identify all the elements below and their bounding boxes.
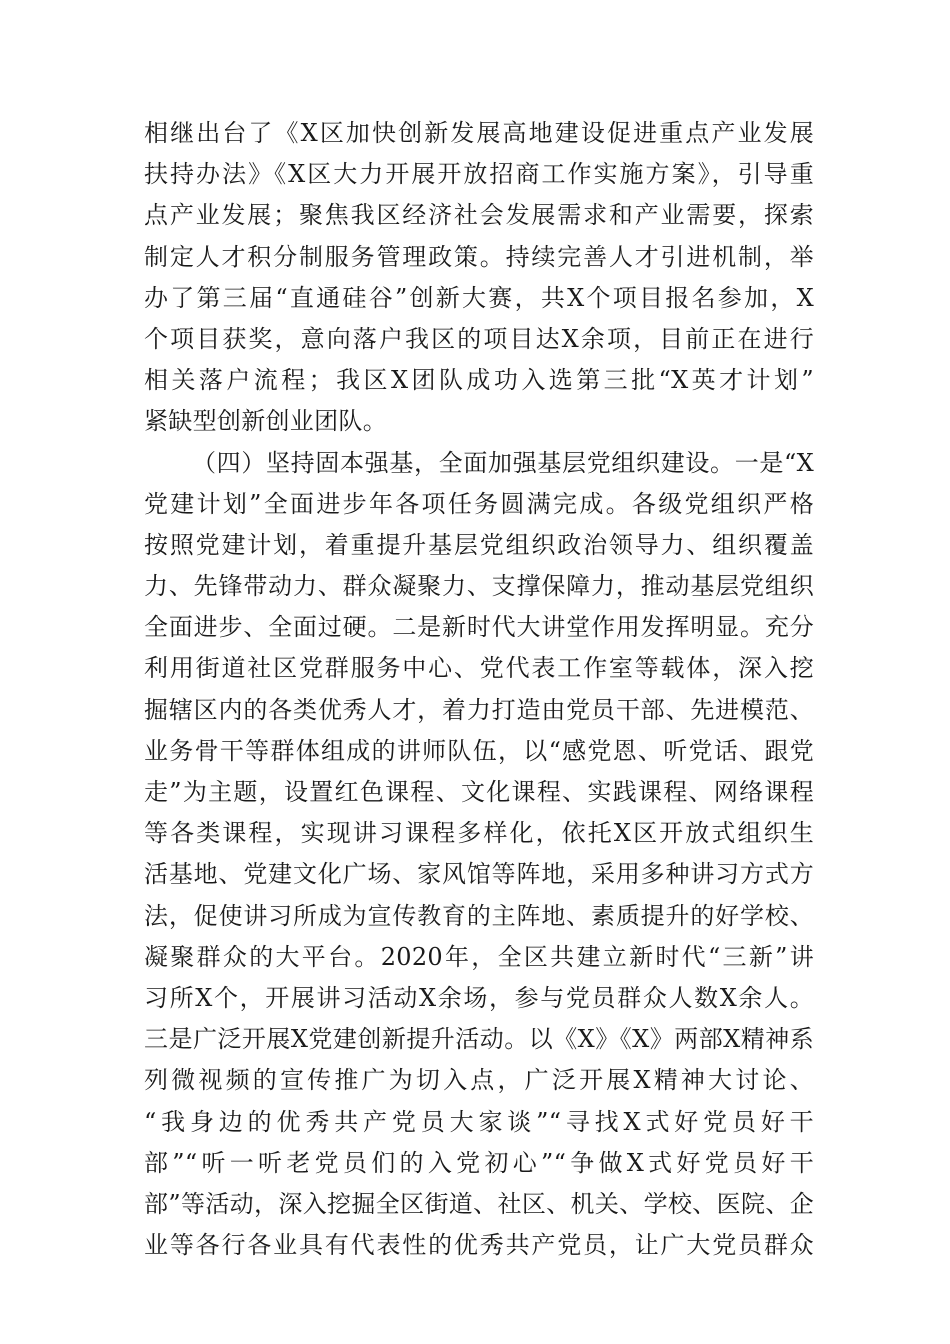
- text-line-16: 业务骨干等群体组成的讲师队伍，以“感党恩、听党话、跟党: [144, 736, 814, 765]
- text-line-24: 列微视频的宣传推广为切入点，广泛开展X精神大讨论、: [144, 1066, 814, 1095]
- text-line-13: 全面进步、全面过硬。二是新时代大讲堂作用发挥明显。充分: [144, 613, 814, 642]
- text-line-14: 利用街道社区党群服务中心、党代表工作室等载体，深入挖: [144, 654, 814, 683]
- text-line-12: 力、先锋带动力、群众凝聚力、支撑保障力，推动基层党组织: [144, 572, 814, 601]
- text-line-2: 扶持办法》《X区大力开展开放招商工作实施方案》，引导重: [144, 160, 814, 189]
- text-line-3: 点产业发展；聚焦我区经济社会发展需求和产业需要，探索: [144, 201, 814, 230]
- text-line-15: 掘辖区内的各类优秀人才，着力打造由党员干部、先进模范、: [144, 695, 814, 724]
- text-line-21: 凝聚群众的大平台。2020年，全区共建立新时代“三新”讲: [144, 942, 814, 971]
- text-line-9: （四）坚持固本强基，全面加强基层党组织建设。一是“X: [192, 448, 814, 477]
- text-line-1: 相继出台了《X区加快创新发展高地建设促进重点产业发展: [144, 119, 814, 147]
- text-line-23: 三是广泛开展X党建创新提升活动。以《X》《X》两部X精神系: [144, 1025, 814, 1054]
- text-line-27: 部”等活动，深入挖掘全区街道、社区、机关、学校、医院、企: [144, 1189, 814, 1218]
- text-line-19: 活基地、党建文化广场、家风馆等阵地，采用多种讲习方式方: [144, 860, 814, 889]
- text-line-10: 党建计划”全面进步年各项任务圆满完成。各级党组织严格: [144, 489, 814, 518]
- text-line-8: 紧缺型创新创业团队。: [144, 407, 387, 436]
- text-line-4: 制定人才积分制服务管理政策。持续完善人才引进机制，举: [144, 242, 814, 271]
- text-line-26: 部”“听一听老党员们的入党初心”“争做X式好党员好干: [144, 1148, 814, 1177]
- text-line-22: 习所X个，开展讲习活动X余场，参与党员群众人数X余人。: [144, 983, 814, 1012]
- text-line-17: 走”为主题，设置红色课程、文化课程、实践课程、网络课程: [144, 778, 814, 806]
- text-line-18: 等各类课程，实现讲习课程多样化，依托X区开放式组织生: [144, 819, 814, 848]
- text-line-20: 法，促使讲习所成为宣传教育的主阵地、素质提升的好学校、: [144, 901, 814, 930]
- text-line-25: “我身边的优秀共产党员大家谈”“寻找X式好党员好干: [144, 1107, 814, 1136]
- text-line-28: 业等各行各业具有代表性的优秀共产党员，让广大党员群众: [144, 1231, 814, 1260]
- body-text: [144, 113, 814, 1266]
- text-line-6: 个项目获奖，意向落户我区的项目达X余项，目前正在进行: [144, 324, 814, 353]
- text-line-11: 按照党建计划，着重提升基层党组织政治领导力、组织覆盖: [144, 530, 814, 559]
- text-line-5: 办了第三届“直通硅谷”创新大赛，共X个项目报名参加，X: [144, 283, 814, 312]
- text-line-7: 相关落户流程；我区X团队成功入选第三批“X英才计划”: [144, 366, 814, 395]
